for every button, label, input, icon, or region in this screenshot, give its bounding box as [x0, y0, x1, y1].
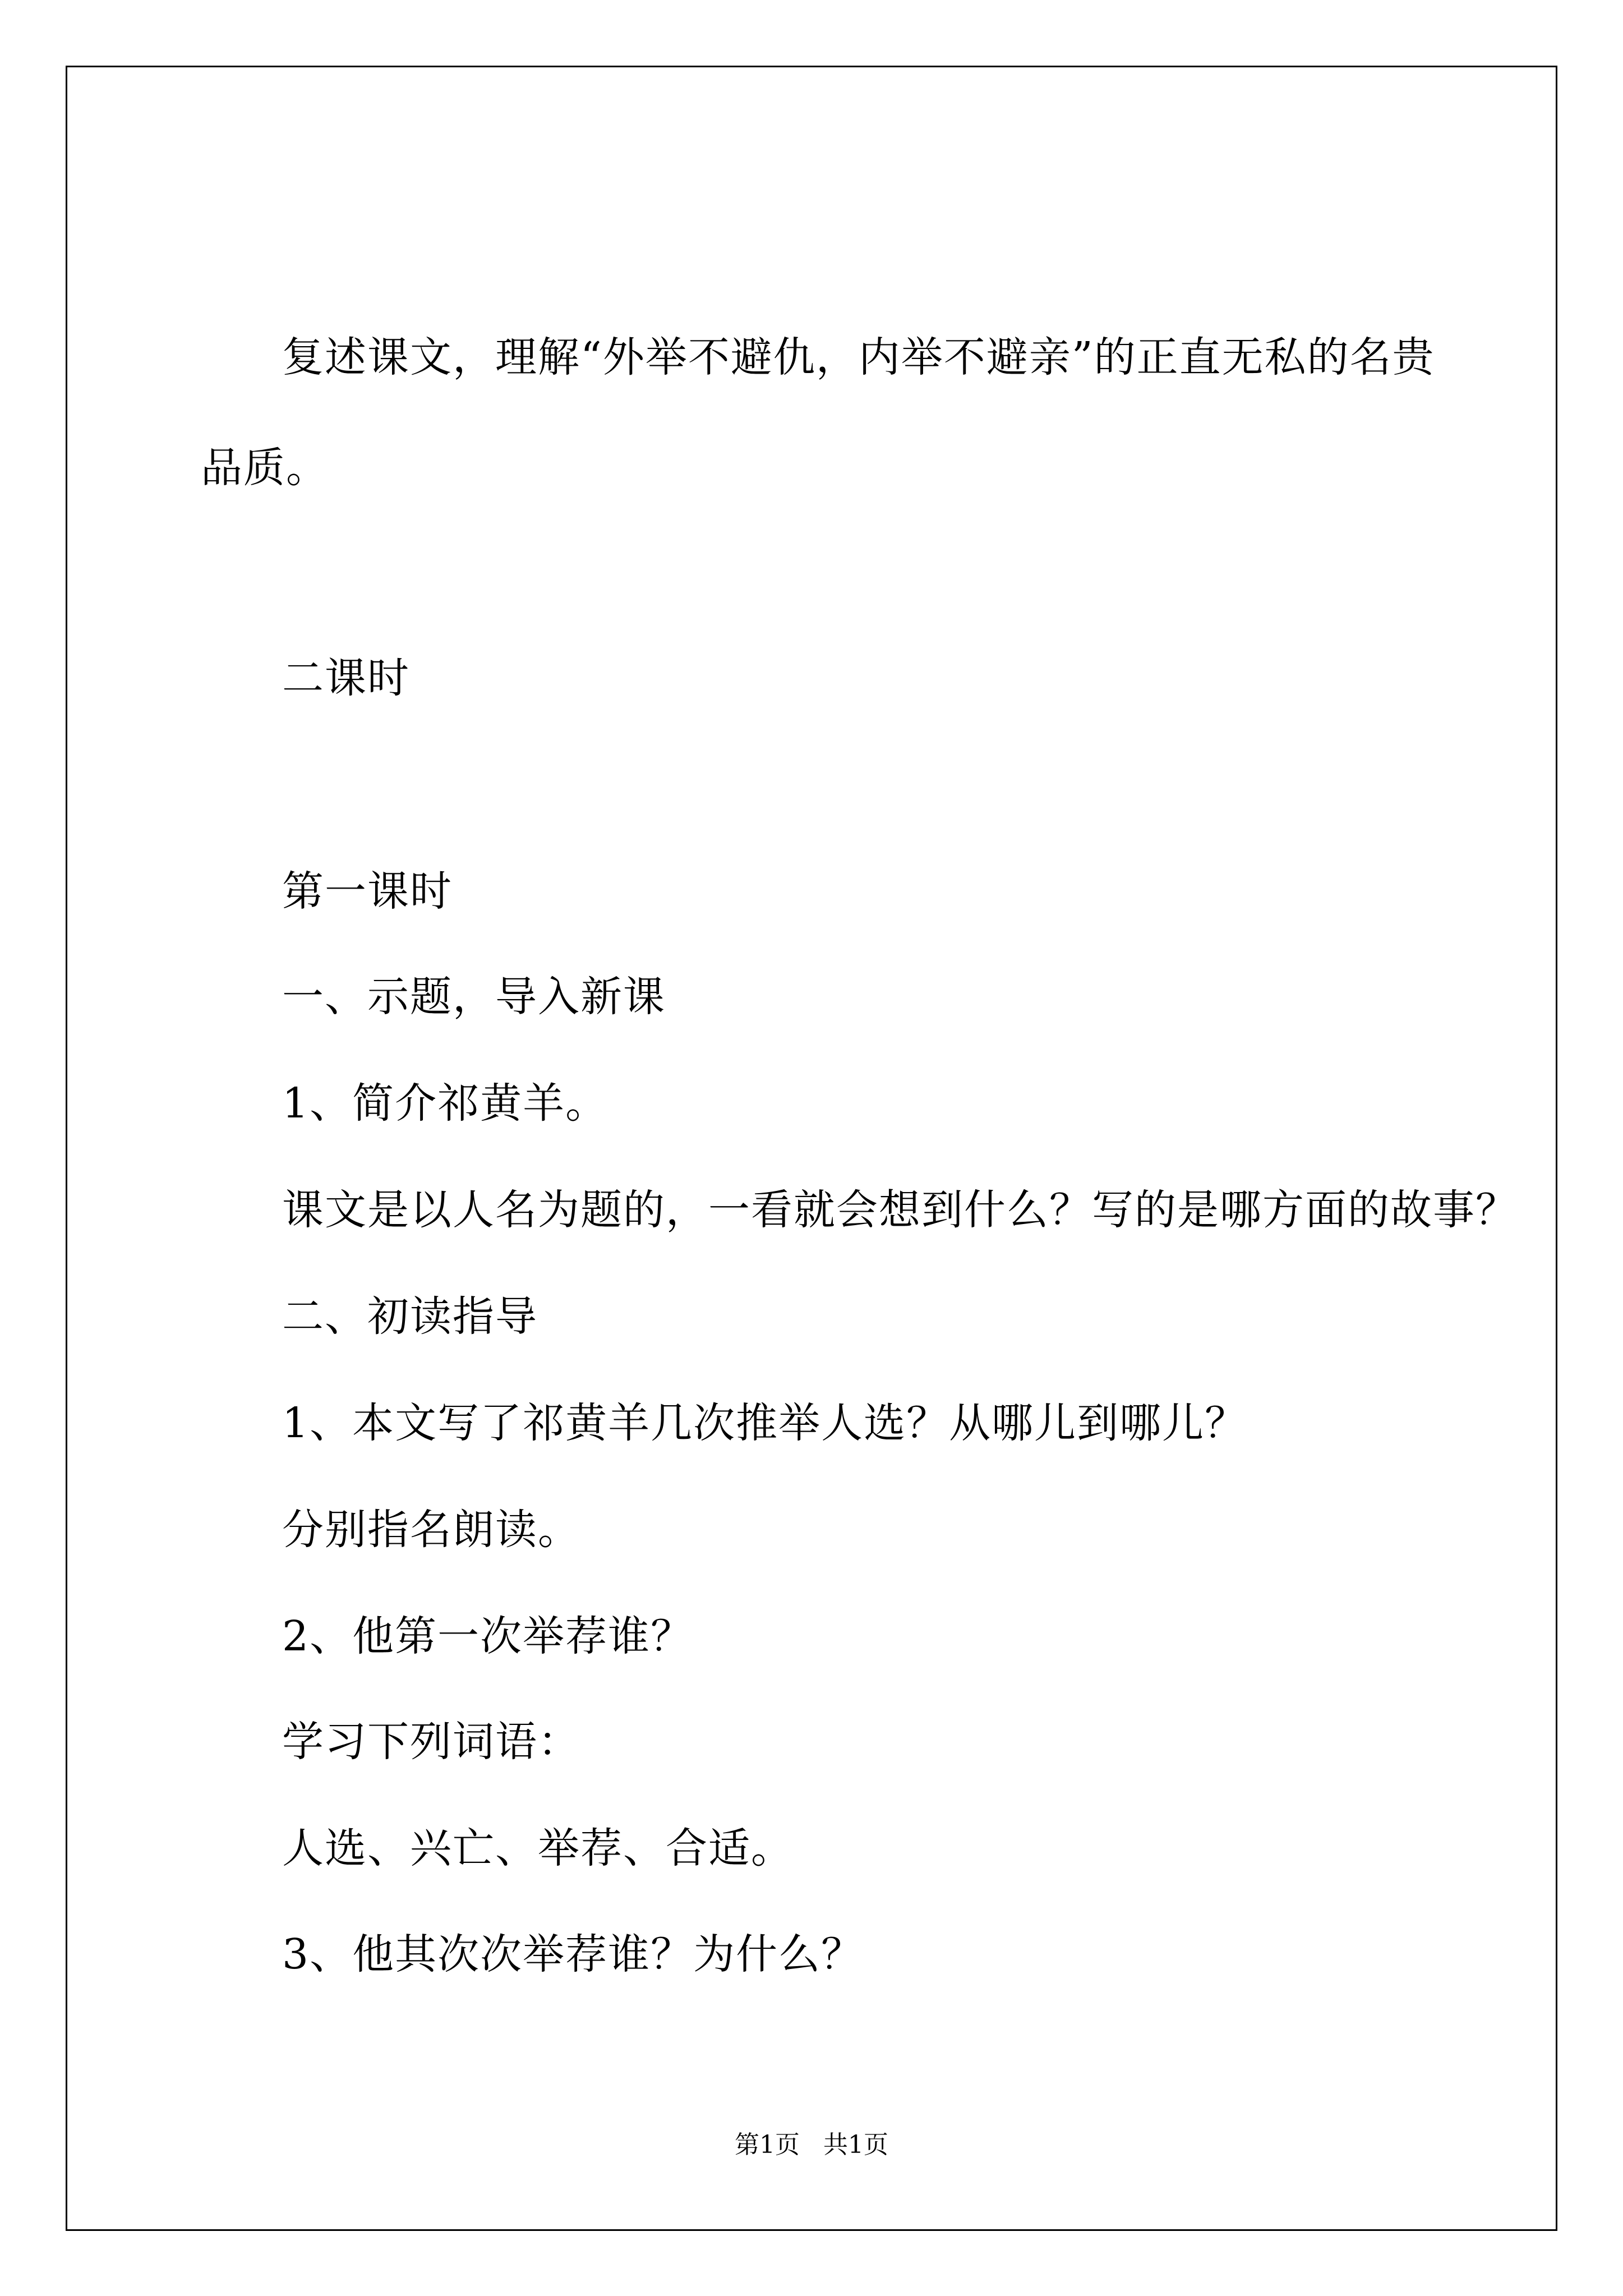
text-line-1: 复述课文，理解“外举不避仇，内举不避亲”的正直无私的名贵	[282, 333, 1435, 381]
text-line-14: 3、他其次次举荐谁？为什么？	[282, 1930, 864, 1978]
text-line-9: 1、本文写了祁黄羊几次推举人选？从哪儿到哪儿？	[282, 1399, 1248, 1447]
text-line-2: 品质。	[201, 444, 329, 492]
text-line-8: 二、初读指导	[282, 1292, 538, 1341]
page-border	[66, 66, 1557, 2231]
text-line-4: 第一课时	[282, 867, 453, 915]
text-line-7: 课文是以人名为题的，一看就会想到什么？写的是哪方面的故事？	[282, 1186, 1518, 1234]
page-footer: 第1页 共1页	[735, 2131, 888, 2159]
text-line-6: 1、简介祁黄羊。	[282, 1079, 608, 1128]
text-line-10: 分别指名朗读。	[282, 1506, 580, 1554]
text-line-13: 人选、兴亡、举荐、合适。	[282, 1824, 794, 1872]
text-line-5: 一、示题，导入新课	[282, 973, 666, 1021]
text-line-3: 二课时	[282, 654, 410, 702]
text-line-12: 学习下列词语：	[282, 1718, 580, 1766]
text-line-11: 2、他第一次举荐谁？	[282, 1612, 694, 1660]
